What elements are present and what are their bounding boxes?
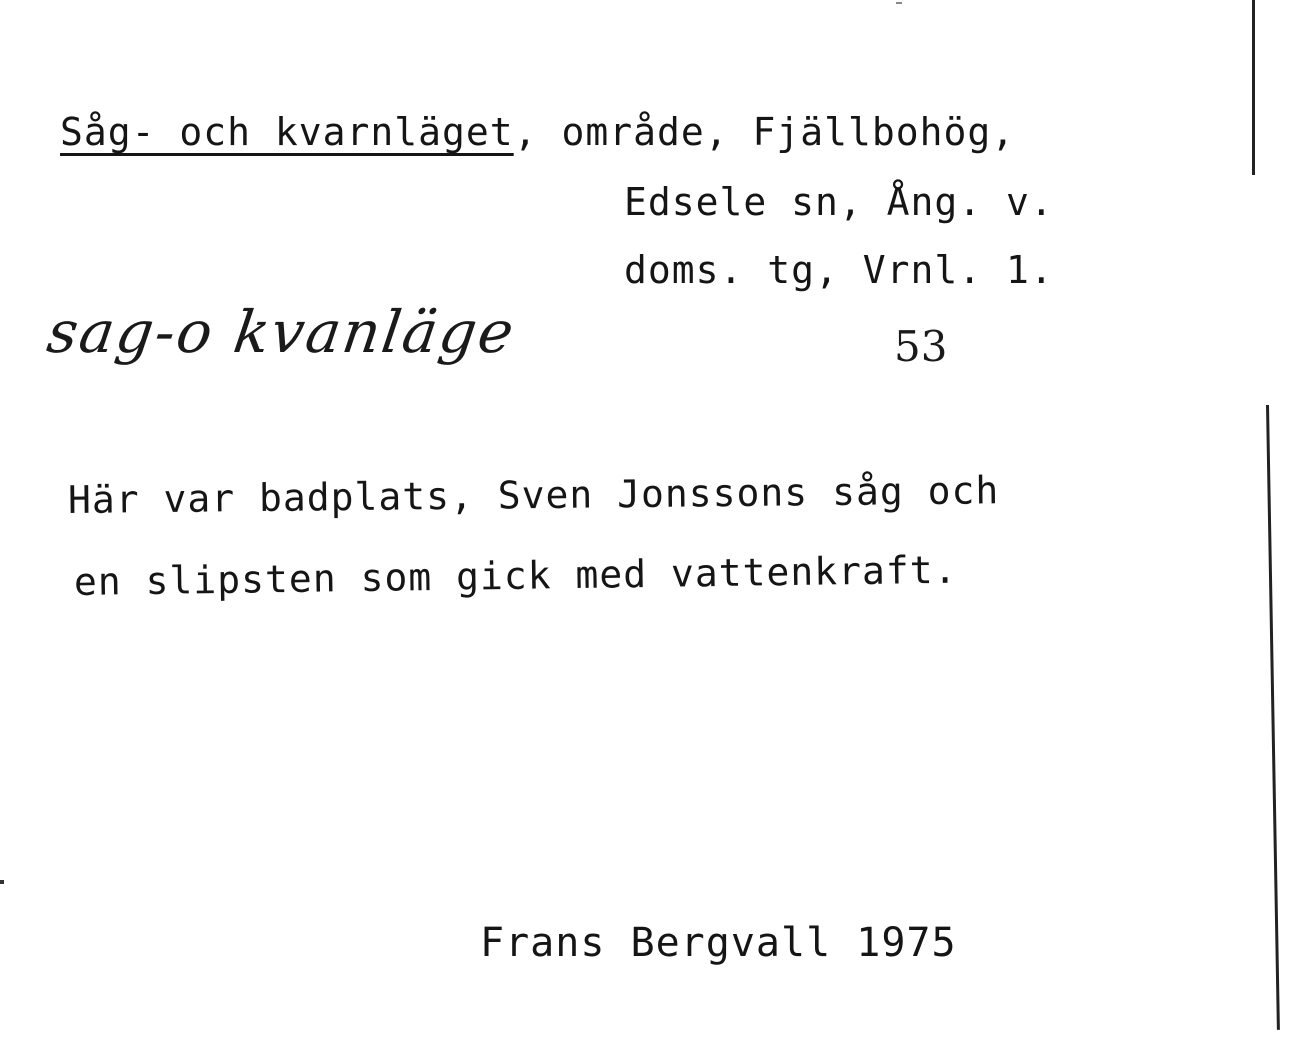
- header-line-2: Edsele sn, Ång. v.: [624, 180, 1054, 224]
- scan-speck: [0, 880, 4, 884]
- card-edge-top-right: [1252, 0, 1255, 175]
- header-location: , område, Fjällbohög,: [513, 110, 1016, 154]
- handwritten-number: 53: [894, 322, 948, 371]
- header-line-3: doms. tg, Vrnl. 1.: [624, 248, 1054, 292]
- body-line-2: en slipsten som gick med vattenkraft.: [73, 547, 958, 604]
- signature: Frans Bergvall 1975: [480, 920, 957, 966]
- header-line-1: [60, 110, 1015, 154]
- body-line-1: Här var badplats, Sven Jonssons såg och: [67, 468, 1000, 522]
- card-edge-right: [1266, 405, 1280, 1030]
- handwritten-pronunciation: sag-o kvanläge: [43, 298, 520, 366]
- headword: Såg- och kvarnläget: [60, 110, 514, 154]
- scan-speck: [896, 2, 902, 4]
